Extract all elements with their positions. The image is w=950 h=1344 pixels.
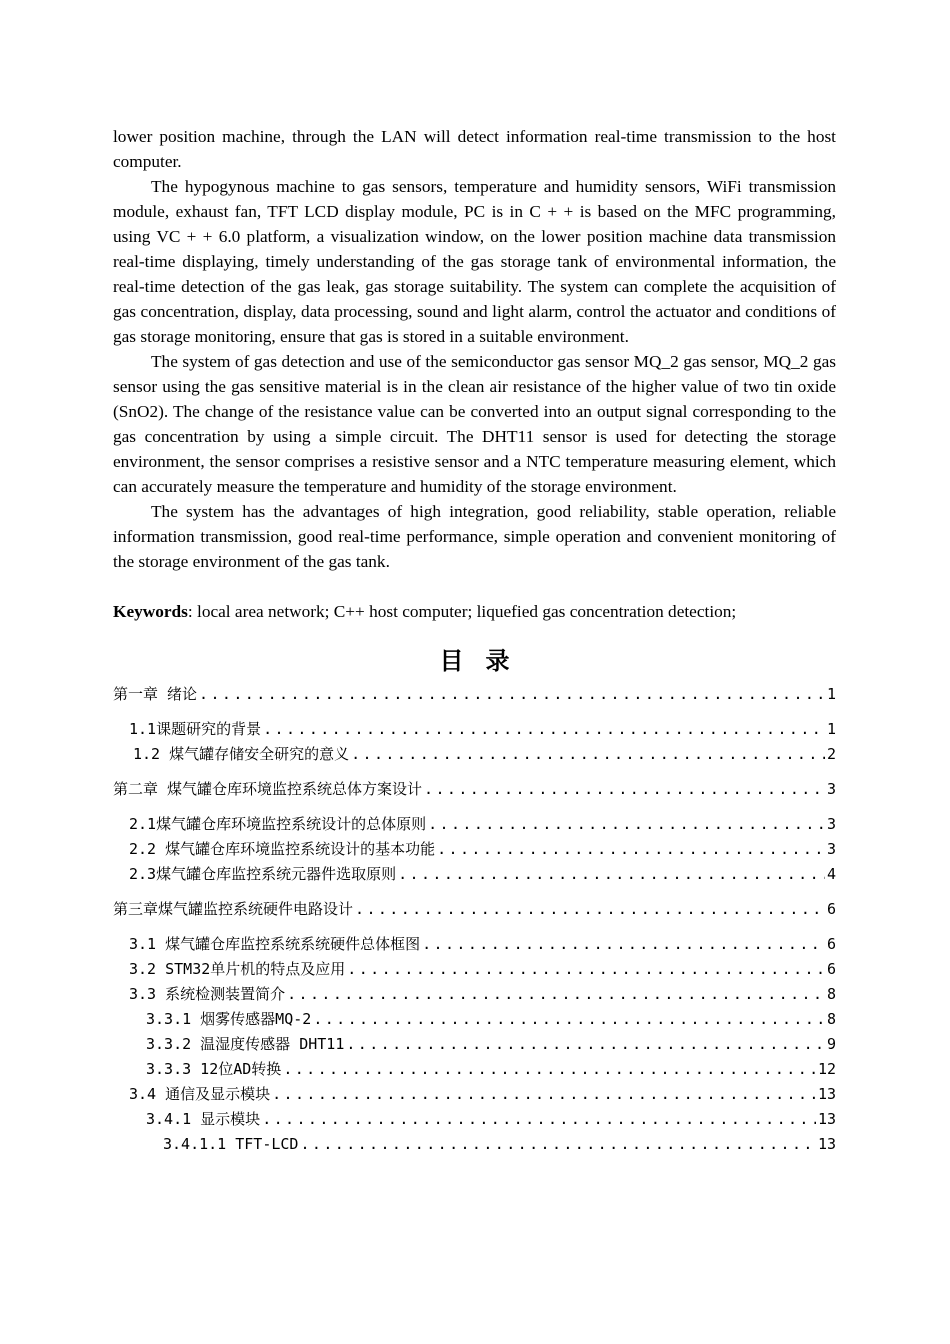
toc-page-number: 4 bbox=[826, 865, 836, 883]
toc-entry-3-3-2[interactable] bbox=[113, 1032, 836, 1057]
toc-page-number: 13 bbox=[817, 1135, 836, 1153]
toc-entry-3-3-1[interactable] bbox=[113, 1007, 836, 1032]
toc-entry-3-3-3[interactable] bbox=[113, 1057, 836, 1082]
toc-entry-label: 3.4.1.1 TFT-LCD bbox=[163, 1135, 299, 1153]
toc-leader-dots bbox=[347, 957, 825, 982]
toc-page-number: 8 bbox=[826, 1010, 836, 1028]
toc-title: 目录 bbox=[439, 647, 532, 675]
document-page bbox=[113, 124, 836, 1157]
toc-leader-dots bbox=[424, 777, 825, 802]
toc-entry-3-2[interactable] bbox=[113, 957, 836, 982]
toc-entry-label: 3.3 系统检测装置简介 bbox=[129, 985, 286, 1003]
toc-entry-1-2[interactable] bbox=[113, 742, 836, 767]
toc-entry-chapter-1[interactable] bbox=[113, 682, 836, 707]
toc-page-number: 8 bbox=[826, 985, 836, 1003]
toc-entry-2-2[interactable] bbox=[113, 837, 836, 862]
table-of-contents bbox=[113, 682, 836, 1157]
toc-leader-dots bbox=[199, 682, 825, 707]
toc-entry-chapter-3[interactable] bbox=[113, 897, 836, 922]
toc-page-number: 1 bbox=[826, 685, 836, 703]
toc-page-number: 3 bbox=[826, 840, 836, 858]
toc-entry-3-3[interactable] bbox=[113, 982, 836, 1007]
keywords-label: Keywords bbox=[113, 602, 188, 621]
toc-page-number: 6 bbox=[826, 900, 836, 918]
toc-page-number: 12 bbox=[817, 1060, 836, 1078]
toc-entry-label: 2.1煤气罐仓库环境监控系统设计的总体原则 bbox=[129, 815, 427, 833]
abstract-paragraph: The system of gas detection and use of the semiconductor gas sensor MQ_2 gas sensor, MQ_2 gas sensor using the gas sensitive material is in the clean air resistance of the higher value of two tin oxide (SnO2). The change of the resistance value can be converted into an output signal corresponding to the gas concentration by using a simple circuit. The DHT11 sensor is used for detecting the storage environment, the sensor comprises a resistive sensor and a NTC temperature measuring element, which can accurately measure the temperature and humidity of the storage environment. bbox=[113, 352, 836, 496]
toc-leader-dots bbox=[287, 982, 825, 1007]
toc-entry-1-1[interactable] bbox=[113, 717, 836, 742]
keywords-text: : local area network; C++ host computer; liquefied gas concentration detection; bbox=[187, 602, 737, 621]
toc-page-number: 6 bbox=[826, 935, 836, 953]
toc-entry-label: 3.3.1 烟雾传感器MQ-2 bbox=[146, 1010, 312, 1028]
toc-leader-dots bbox=[263, 717, 825, 742]
toc-leader-dots bbox=[313, 1007, 825, 1032]
toc-page-number: 6 bbox=[826, 960, 836, 978]
toc-leader-dots bbox=[428, 812, 825, 837]
toc-entry-label: 3.2 STM32单片机的特点及应用 bbox=[129, 960, 346, 978]
toc-entry-label: 3.3.3 12位AD转换 bbox=[146, 1060, 282, 1078]
toc-page-number: 3 bbox=[826, 780, 836, 798]
toc-leader-dots bbox=[272, 1082, 816, 1107]
toc-entry-3-4-1[interactable] bbox=[113, 1107, 836, 1132]
toc-leader-dots bbox=[346, 1032, 825, 1057]
toc-leader-dots bbox=[437, 837, 825, 862]
toc-leader-dots bbox=[300, 1132, 815, 1157]
toc-leader-dots bbox=[262, 1107, 816, 1132]
toc-entry-3-4[interactable] bbox=[113, 1082, 836, 1107]
toc-entry-label: 第二章 煤气罐仓库环境监控系统总体方案设计 bbox=[113, 780, 423, 798]
toc-entry-label: 2.2 煤气罐仓库环境监控系统设计的基本功能 bbox=[129, 840, 436, 858]
toc-entry-label: 3.4 通信及显示模块 bbox=[129, 1085, 271, 1103]
toc-entry-label: 3.4.1 显示模块 bbox=[146, 1110, 261, 1128]
toc-entry-2-1[interactable] bbox=[113, 812, 836, 837]
toc-leader-dots bbox=[351, 742, 825, 767]
toc-leader-dots bbox=[398, 862, 825, 887]
toc-page-number: 9 bbox=[826, 1035, 836, 1053]
toc-leader-dots bbox=[422, 932, 825, 957]
toc-entry-3-4-1-1[interactable] bbox=[113, 1132, 836, 1157]
abstract-paragraph: lower position machine, through the LAN will detect information real-time transmission to the host computer. bbox=[113, 127, 836, 171]
toc-entry-chapter-2[interactable] bbox=[113, 777, 836, 802]
toc-entry-label: 3.1 煤气罐仓库监控系统系统硬件总体框图 bbox=[129, 935, 421, 953]
toc-entry-label: 1.1课题研究的背景 bbox=[129, 720, 262, 738]
toc-page-number: 13 bbox=[817, 1085, 836, 1103]
toc-page-number: 1 bbox=[826, 720, 836, 738]
toc-page-number: 3 bbox=[826, 815, 836, 833]
toc-page-number: 2 bbox=[826, 745, 836, 763]
toc-entry-label: 1.2 煤气罐存储安全研究的意义 bbox=[133, 745, 350, 763]
toc-entry-3-1[interactable] bbox=[113, 932, 836, 957]
toc-entry-label: 第三章煤气罐监控系统硬件电路设计 bbox=[113, 900, 354, 918]
keywords-line bbox=[113, 599, 836, 624]
english-abstract bbox=[113, 124, 836, 624]
toc-leader-dots bbox=[355, 897, 825, 922]
toc-entry-label: 3.3.2 温湿度传感器 DHT11 bbox=[146, 1035, 345, 1053]
toc-entry-label: 第一章 绪论 bbox=[113, 685, 198, 703]
toc-entry-label: 2.3煤气罐仓库监控系统元器件选取原则 bbox=[129, 865, 397, 883]
abstract-paragraph: The system has the advantages of high integration, good reliability, stable operation, reliable information transmission, good real-time performance, simple operation and convenient monitoring of the storage environment of the gas tank. bbox=[113, 502, 836, 571]
toc-entry-2-3[interactable] bbox=[113, 862, 836, 887]
toc-page-number: 13 bbox=[817, 1110, 836, 1128]
toc-leader-dots bbox=[283, 1057, 816, 1082]
abstract-paragraph: The hypogynous machine to gas sensors, temperature and humidity sensors, WiFi transmission module, exhaust fan, TFT LCD display module, PC is in C + + is based on the MFC programming, using VC + + 6.0 platform, a visualization window, on the lower position machine data transmission real-time displaying, timely understanding of the gas storage tank of environmental information, the real-time detection of the gas leak, gas storage suitability. The system can complete the acquisition of gas concentration, display, data processing, sound and light alarm, control the actuator and conditions of gas storage monitoring, ensure that gas is stored in a suitable environment. bbox=[113, 177, 836, 346]
